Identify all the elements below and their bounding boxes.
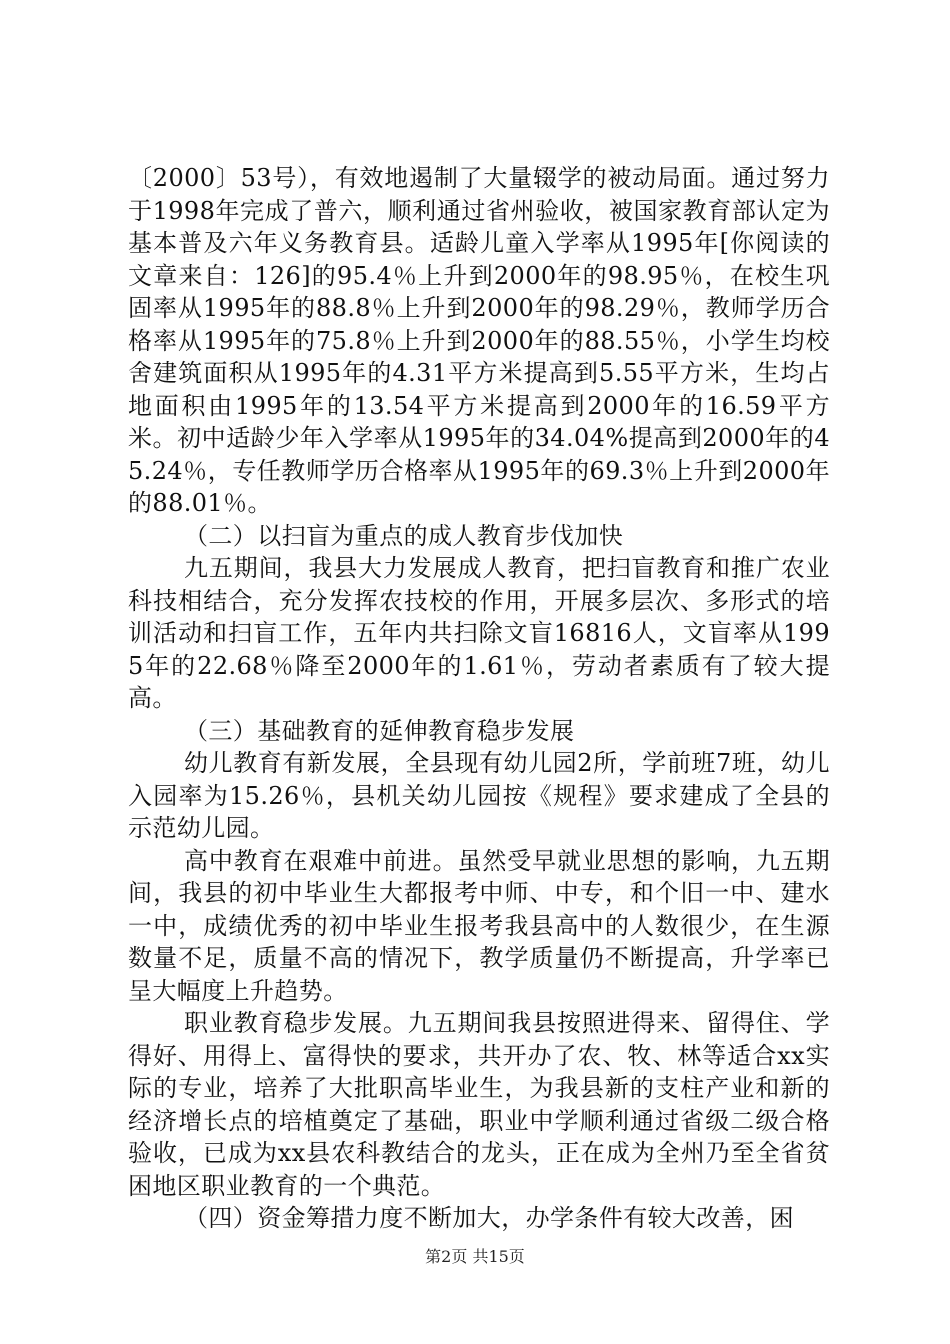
paragraph-adult-education: 九五期间，我县大力发展成人教育，把扫盲教育和推广农业科技相结合，充分发挥农技校的作用，开展多层次、多形式的培训活动和扫盲工作，五年内共扫除文盲16816人，文盲率从1995年的22.68％降至2000年的1.61％，劳动者素质有了较大提高。 xyxy=(128,554,830,712)
paragraph-high-school-education: 高中教育在艰难中前进。虽然受早就业思想的影响，九五期间，我县的初中毕业生大都报考中师、中专，和个旧一中、建水一中，成绩优秀的初中毕业生报考我县高中的人数很少，在生源数量不足，质量不高的情况下，教学质量仍不断提高，升学率已呈大幅度上升趋势。 xyxy=(128,846,830,1005)
section-heading-adult-education: （二）以扫盲为重点的成人教育步伐加快 xyxy=(184,521,624,550)
paragraph-vocational-education: 职业教育稳步发展。九五期间我县按照进得来、留得住、学得好、用得上、富得快的要求，共开办了农、牧、林等适合xx实际的专业，培养了大批职高毕业生，为我县新的支柱产业和新的经济增长点的培植奠定了基础，职业中学顺利通过省级二级合格验收，已成为xx县农科教结合的龙头，正在成为全州乃至全省贫困地区职业教育的一个典范。 xyxy=(128,1009,830,1200)
document-body xyxy=(128,162,830,1235)
paragraph-enrollment-statistics: 〔2000〕53号），有效地遏制了大量辍学的被动局面。通过努力于1998年完成了普六，顺利通过省州验收，被国家教育部认定为基本普及六年义务教育县。适龄儿童入学率从1995年[你阅读的文章来自：126]的95.4％上升到2000年的98.95％，在校生巩固率从1995年的88.8％上升到2000年的98.29％，教师学历合格率从1995年的75.8％上升到2000年的88.55％，小学生均校舍建筑面积从1995年的4.31平方米提高到5.55平方米，生均占地面积由1995年的13.54平方米提高到2000年的16.59平方米。初中适龄少年入学率从1995年的34.04%提高到2000年的45.24％，专任教师学历合格率从1995年的69.3％上升到2000年的88.01％。 xyxy=(128,164,830,517)
section-heading-extended-education: （三）基础教育的延伸教育稳步发展 xyxy=(184,716,575,745)
paragraph-preschool-education: 幼儿教育有新发展，全县现有幼儿园2所，学前班7班，幼儿入园率为15.26％，县机关幼儿园按《规程》要求建成了全县的示范幼儿园。 xyxy=(128,749,830,842)
page-number-footer: 第2页 共15页 xyxy=(425,1247,525,1266)
section-heading-funding: （四）资金筹措力度不断加大，办学条件有较大改善，困 xyxy=(184,1204,794,1232)
